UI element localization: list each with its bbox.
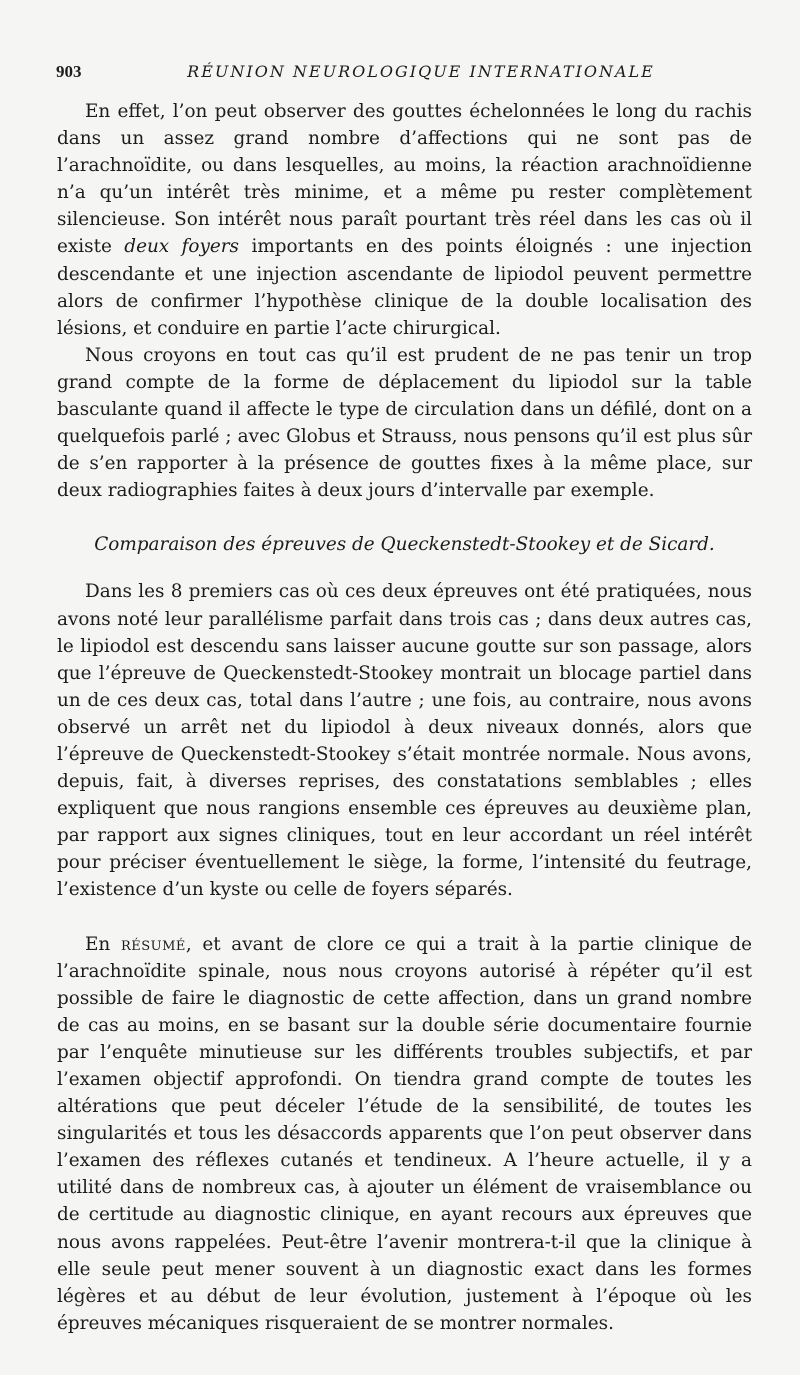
running-header (56, 62, 756, 86)
paragraph-1-emphasis: deux foyers (124, 236, 239, 258)
page-number: 903 (56, 62, 82, 81)
paragraph-4-lead: En (85, 933, 111, 955)
paragraph-4 (57, 931, 752, 1337)
paragraph-1-text-a: En effet, l’on peut observer des gouttes échelonnées le long du rachis dans un assez grand nombre d’affections qui ne sont pas de l’arachnoïdite, ou dans lesquelles, au moins, la réaction arachnoïdienne n’a qu’un intérêt très minime, et a même pu rester complètement silencieuse. Son intérêt nous paraît pourtant très réel dans les cas où il existe (57, 101, 752, 258)
body-text (57, 98, 752, 1337)
paragraph-4-text: , et avant de clore ce qui a trait à la partie clinique de l’arachnoïdite spinale, nous nous croyons autorisé à répéter qu’il est possible de faire le diagnostic de cette affection, dans un grand nombre de cas au moins, en se basant sur la double série documentaire fournie par l’enquête minutieuse sur les différents troubles subjectifs, et par l’examen objectif approfondi. On tiendra grand compte de toutes les altérations que peut déceler l’étude de la sensibilité, de toutes les singularités et tous les désaccords apparents que l’on peut observer dans l’examen des réflexes cutanés et tendineux. A l’heure actuelle, il y a utilité dans de nombreux cas, à ajouter un élément de vraisemblance ou de certitude au diagnostic clinique, en ayant recours aux épreuves que nous avons rappelées. Peut-être l’avenir montrera-t-il que la clinique à elle seule peut mener souvent à un diagnostic exact dans les formes légères et au début de leur évolution, justement à l’époque où les épreuves mécaniques risqueraient de se montrer normales. (57, 933, 752, 1334)
paragraph-3: Dans les 8 premiers cas où ces deux épreuves ont été pratiquées, nous avons noté leur parallélisme parfait dans trois cas ; dans deux autres cas, le lipiodol est descendu sans laisser aucune goutte sur son passage, alors que l’épreuve de Queckenstedt-Stookey montrait un blocage partiel dans un de ces deux cas, total dans l’autre ; une fois, au contraire, nous avons observé un arrêt net du lipiodol à deux niveaux donnés, alors que l’épreuve de Queckenstedt-Stookey s’était montrée normale. Nous avons, depuis, fait, à diverses reprises, des constatations semblables ; elles expliquent que nous rangions ensemble ces épreuves au deuxième plan, par rapport aux signes cliniques, tout en leur accordant un réel intérêt pour préciser éventuellement le siège, la forme, l’intensité du feutrage, l’existence d’un kyste ou celle de foyers séparés. (57, 581, 752, 901)
paragraph-2: Nous croyons en tout cas qu’il est prudent de ne pas tenir un trop grand compte de la forme de déplacement du lipiodol sur la table basculante quand il affecte le type de circulation dans un défilé, dont on a quelquefois parlé ; avec Globus et Strauss, nous pensons qu’il est plus sûr de s’en rapporter à la présence de gouttes fixes à la même place, sur deux radiographies faites à deux jours d’intervalle par exemple. (57, 344, 752, 502)
paragraph-1 (57, 98, 752, 342)
section-heading: Comparaison des épreuves de Queckenstedt-Stookey et de Sicard. (94, 534, 715, 556)
paragraph-1-text-b: importants en des points éloignés : une injection descendante et une injection ascendante de lipiodol peuvent permettre alors de confirmer l’hypothèse clinique de la double localisation des lésions, et conduire en partie l’acte chirurgical. (57, 236, 752, 339)
paragraph-4-smallcaps: résumé (120, 933, 186, 955)
running-title: RÉUNION NEUROLOGIQUE INTERNATIONALE (187, 62, 655, 81)
